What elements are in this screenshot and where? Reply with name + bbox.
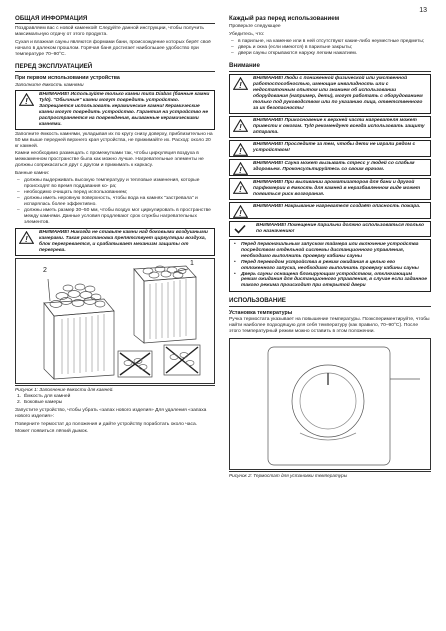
list-item: • Перед переводом устройства в режим ожидания в целью его отложенного запуска, необходимо выполнить проверку кабины сауны [233, 260, 427, 272]
warning-triangle-icon [16, 229, 36, 255]
check-make-sure: Убедитесь, что: [229, 31, 265, 37]
list-item: 1. Ёмкость для камней [17, 394, 71, 400]
warning-box [229, 202, 431, 219]
smell-p2: Поверните термостат до положения и дайте устройству поработать около часа. [15, 421, 198, 427]
warning-box [229, 116, 431, 138]
figure-stone-container [15, 258, 215, 384]
figure-thermostat [229, 338, 431, 470]
warning-triangle-icon [230, 203, 250, 218]
stones-p2: Камни необходимо размещать с промежутками так, чтобы циркуляция воздуха в межкаменном пространстве была как можно лучше. Нагревательные элементы не должны соприкасаться друг с другом и прижимать к каркасу. [15, 151, 204, 169]
filling-subheading: Заполните ёмкость камнями [15, 82, 84, 88]
attention-title: Внимание [229, 62, 431, 71]
warning-box [229, 178, 431, 200]
warning-text: ВНИМАНИЕ! Проследите за тем, чтобы дети не играли рядом с устройством! [253, 141, 416, 153]
svg-text:!: ! [238, 165, 242, 175]
warning-gaps-text: ВНИМАНИЕ! Никогда не ставьте камни над боковыми воздушными камерами. Такая расстановка препятствует циркуляции воздуха, блок перегревается, и срабатывает механизм защиты от перегрева. [39, 229, 208, 253]
warning-text: ВНИМАНИЕ! Сауна может вызывать стресс у людей со слабым здоровьем. Проконсультируйтесь со своим врачом. [253, 160, 415, 172]
svg-text:!: ! [238, 80, 242, 90]
warning-text: ВНИМАНИЕ! Прикосновение к верхней части нагревателя может привести к ожогам. Tylö рекомендует всегда использовать защиту аппарата. [253, 117, 425, 135]
warning-text: ВНИМАНИЕ! Накрывание нагревателя создаёт опасность пожара. [253, 203, 421, 209]
smell-p1: Запустите устройство, чтобы убрать «запах нового изделия» Для удаления «запаха нового изделия»: [15, 408, 207, 420]
page-number: 13 [419, 7, 427, 14]
stones-rules-intro: Банные камни: [15, 170, 50, 176]
thermostat-illustration [230, 339, 430, 469]
svg-text:!: ! [24, 97, 28, 107]
check-intro: Проверьте следующее [229, 24, 281, 30]
warning-triangle-icon [230, 75, 250, 113]
list-item: – должны иметь размер 30–50 мм, чтобы воздух мог циркулировать в пространстве между камнями. Данные условия продлевают срок службы нагревательных элементов. [15, 208, 215, 226]
list-item: • Перед первоначальным запуском таймера или включение устройства посредством отдельной системы дистанционного управления, необходимо выполнить проверку кабины сауны [233, 242, 427, 260]
warning-triangle-icon [230, 141, 250, 156]
heater-illustration [16, 259, 214, 383]
notice-box [229, 239, 431, 293]
right-column [229, 15, 431, 479]
list-item: – дверь и окна (если имеются) в парильне закрыты; [229, 45, 431, 51]
warning-triangle-icon [16, 91, 36, 129]
temp-paragraph: Ручка термостата указывает на повышение температуры. Поэкспериментируйте, чтобы найти наиболее подходящую для себя температуру (как правило, 70–90°C). После этого температурный режим можно оставить в этом положении. [229, 317, 430, 335]
svg-text:!: ! [238, 208, 242, 218]
list-item: – должны иметь неровную поверхность, чтобы вода на камнях "застревала" и испарялась более эффективно. [15, 196, 215, 208]
warning-stones-text: ВНИМАНИЕ! Используйте только камни типа Diabas (банные камни Tylö). "Обычные" камни могут повредить устройство. Запрещается использовать керамические камни! Керамические камни могут повредить устройство. Гарантия на устройство не распространяется на повреждения, вызванные керамическими камнями. [39, 92, 210, 128]
usage-title: ИСПОЛЬЗОВАНИЕ [229, 297, 431, 306]
warning-triangle-icon [230, 117, 250, 137]
list-item: • Дверь сауны оснащена блокирующим устройством, отключающим режим ожидания для дистанционного управления, в случае если заданное такого режима происходит при открытой двери [233, 272, 427, 290]
warning-text: ВНИМАНИЕ! При выливании ароматизаторов для бани и другой парфюмерии в ёмкость для камней в неразбавленном виде может появиться риск возгорания. [253, 179, 421, 197]
warning-text: ВНИМАНИЕ! Помещение парильни должно использоваться только по назначению! [256, 222, 424, 234]
first-use-heading: При первом использовании устройства [15, 75, 120, 82]
figure1-caption: Рисунок 1: Заполнение ёмкости для камней. [15, 385, 215, 393]
svg-text:!: ! [238, 146, 242, 156]
temp-heading: Установка температуры [229, 309, 293, 316]
figure2-caption: Рисунок 2: Термостат для установки температуры [229, 471, 431, 479]
stones-p1: Заполните ёмкость камнями, укладывая их по кругу снизу доверху, приблизительно на 50 мм выше передней верхнего края устройства, не прижимайте их. Расход: около 20 кг камней. [15, 132, 213, 149]
stones-rules-list [15, 178, 215, 226]
warning-box [229, 74, 431, 114]
list-item: – необходимо очищать перед использованием; [15, 190, 215, 196]
general-info-p2: Сухая и влажная сауны являются формами бани, происхождение которых берёт своё начало в далеком прошлом. Горячая баня достигает наибольшее удобоство при температуре 70–90°C. [15, 39, 211, 57]
warning-box-plain [229, 221, 431, 237]
before-use-title: ПЕРЕД ЭКСПЛУАТАЦИЕЙ [15, 63, 215, 72]
figure1-legend [15, 394, 215, 406]
left-column [15, 15, 215, 437]
warning-triangle-icon [230, 179, 250, 199]
warning-triangle-icon [230, 160, 250, 175]
svg-text:!: ! [238, 184, 242, 194]
svg-text:!: ! [238, 122, 242, 132]
check-list [229, 39, 431, 57]
list-item: – двери сауны открываются наружу легким нажатием. [229, 51, 431, 57]
warning-stones-box [15, 90, 215, 130]
warning-box [229, 140, 431, 157]
general-info-title: ОБЩАЯ ИНФОРМАЦИЯ [15, 15, 215, 24]
list-item: – в парильне, на каменке или в ней отсутствуют какие-либо неуместные предметы; [229, 39, 431, 45]
warning-text: ВНИМАНИЕ! Люди с пониженной физической или умственной работоспособностью, имеющие инвалидность или с недостаточным опытом или знанием об использовании оборудования (например, дети), могут работать с оборудованием только под руководством или по указанию лица, ответственного за их безопасность! [253, 75, 423, 111]
figure1-callout-2: 2 [43, 266, 47, 274]
warning-box [229, 159, 431, 176]
warning-gaps-box [15, 228, 215, 256]
list-item: 2. Боковые камеры [17, 400, 63, 406]
general-info-p1: Поздравляем вас с новой каменкой! Следуйте данной инструкции, чтобы получить максимальную отдачу от этого продукта. [15, 26, 204, 38]
check-title: Каждый раз перед использованием [229, 15, 340, 22]
figure1-callout-1: 1 [190, 259, 194, 267]
checkmark-icon [230, 222, 250, 236]
smell-p3: Может появиться лёгкий дымок. [15, 429, 89, 435]
list-item: – должны выдерживать высокую температуру и тепловые изменения, которые происходят во время поддавания ко- ра; [15, 178, 215, 190]
svg-text:!: ! [24, 234, 28, 244]
